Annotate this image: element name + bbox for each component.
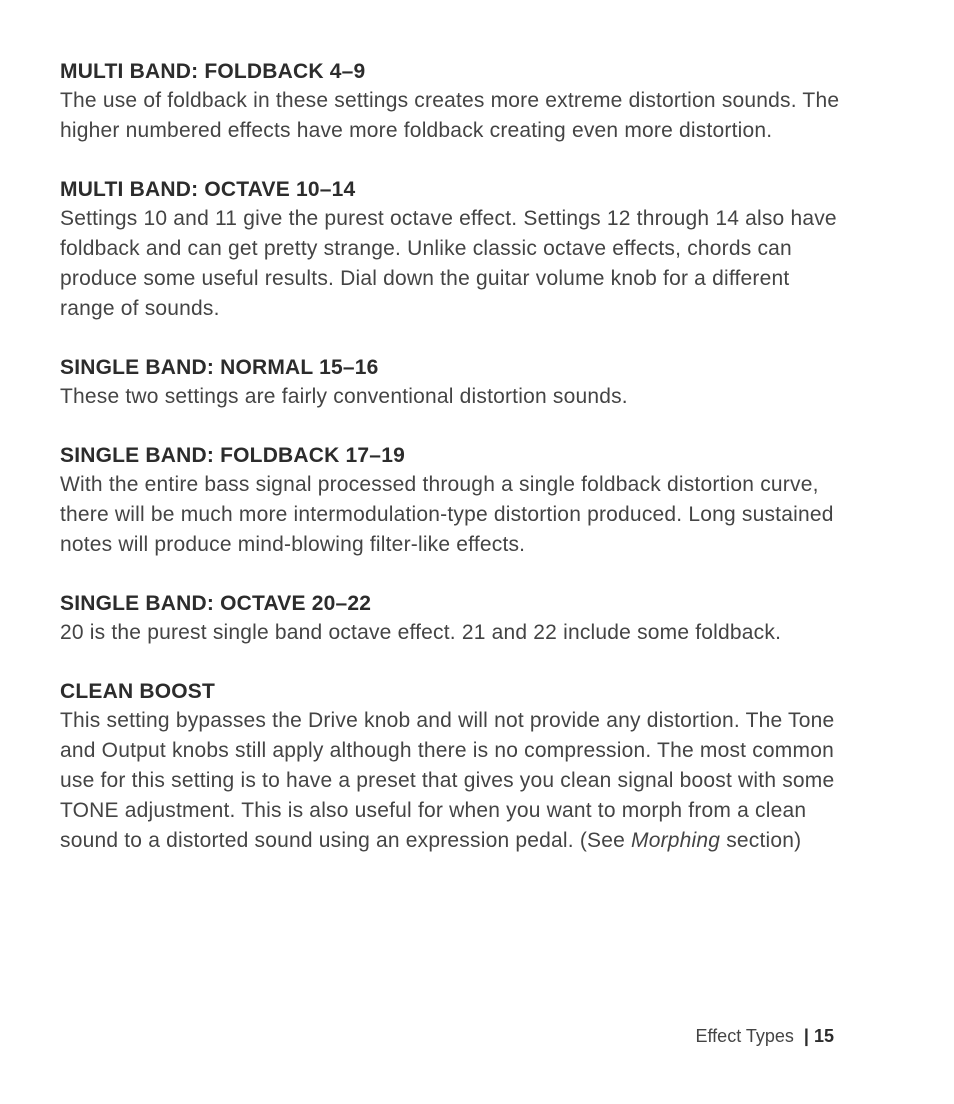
- footer-section-name: Effect Types: [695, 1026, 794, 1046]
- section-body: These two settings are fairly conventional distortion sounds.: [60, 385, 628, 408]
- section-body: 20 is the purest single band octave effect. 21 and 22 include some foldback.: [60, 621, 782, 644]
- page-number: 15: [813, 1026, 834, 1046]
- morphing-reference: Morphing: [631, 829, 721, 852]
- body-text-pre: This setting bypasses the Drive knob and will not provide any distortion. The Tone and Output knobs still apply although there is no compression. The most common use for this setting is to have a preset that gives you clean signal boost with some TONE adjustment. This is also useful for when you want to morph from a clean sound to a distorted sound using an expression pedal. (See: [60, 709, 835, 852]
- page-footer: [696, 1022, 835, 1050]
- section-single-band-normal: [60, 353, 850, 412]
- section-body: The use of foldback in these settings creates more extreme distortion sounds. The higher numbered effects have more foldback creating even more distortion.: [60, 89, 840, 142]
- section-heading: MULTI BAND: OCTAVE 10–14: [60, 178, 356, 201]
- section-heading: SINGLE BAND: OCTAVE 20–22: [60, 592, 372, 615]
- section-single-band-foldback: [60, 441, 850, 560]
- page-content: [60, 57, 850, 885]
- section-heading: CLEAN BOOST: [60, 680, 216, 703]
- section-body: Settings 10 and 11 give the purest octave effect. Settings 12 through 14 also have foldback and can get pretty strange. Unlike classic octave effects, chords can produce some useful results. Dial down the guitar volume knob for a different range of sounds.: [60, 207, 837, 320]
- section-body: [60, 706, 850, 856]
- section-heading: SINGLE BAND: NORMAL 15–16: [60, 356, 379, 379]
- section-heading: MULTI BAND: FOLDBACK 4–9: [60, 60, 366, 83]
- body-text-post: section): [720, 829, 802, 852]
- section-heading: SINGLE BAND: FOLDBACK 17–19: [60, 444, 405, 467]
- section-multi-band-octave: [60, 175, 850, 324]
- section-single-band-octave: [60, 589, 850, 648]
- section-body: With the entire bass signal processed through a single foldback distortion curve, there will be much more intermodulation-type distortion produced. Long sustained notes will produce mind-blowing filter-like effects.: [60, 473, 834, 556]
- section-clean-boost: [60, 677, 850, 856]
- section-multi-band-foldback: [60, 57, 850, 146]
- footer-separator: |: [803, 1026, 809, 1046]
